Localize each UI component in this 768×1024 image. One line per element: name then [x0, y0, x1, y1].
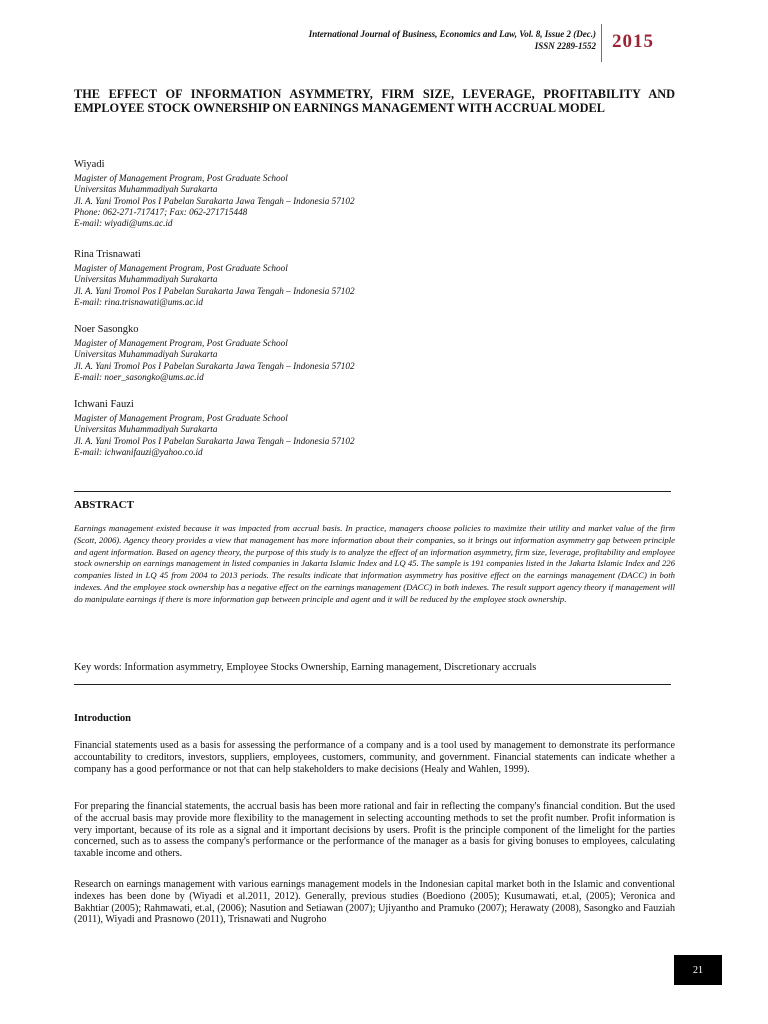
abstract-top-rule [74, 491, 671, 492]
author-email: E-mail: noer_sasongko@ums.ac.id [74, 371, 204, 382]
introduction-paragraph: Financial statements used as a basis for assessing the performance of a company and is a tool used by management to demonstrate its performance accountability to creditors, investors, suppliers, employees, customers, community, and government. Financial statements can indicate whether a company has a good performance or not that can help stakeholders to make decisions (Healy and Wahlen, 1999). [74, 740, 675, 775]
keywords: Key words: Information asymmetry, Employee Stocks Ownership, Earning management, Discretionary accruals [74, 662, 537, 673]
introduction-paragraph: For preparing the financial statements, the accrual basis has been more rational and fair in reflecting the company's financial condition. But the used of the accrual basis may provide more flexibility to the management in selecting accounting methods to set the profit number. Profit information is very important, because of its role as a signal and it important decisions by users. Profit is the principle component of the limelight for the parties concerned, such as to assess the company's performance or the performance of the manager as a basis for giving bonuses to employees, calculating taxable income and others. [74, 801, 675, 860]
author-university: Universitas Muhammadiyah Surakarta [74, 424, 218, 435]
author-name: Ichwani Fauzi [74, 399, 134, 410]
abstract-heading: ABSTRACT [74, 499, 134, 511]
author-program: Magister of Management Program, Post Graduate School [74, 263, 288, 273]
journal-citation: International Journal of Business, Economics and Law, Vol. 8, Issue 2 (Dec.) [308, 29, 596, 39]
abstract-text: Earnings management existed because it was impacted from accrual basis. In practice, managers choose policies to maximize their utility and market value of the firm (Scott, 2006). Agency theory provides a view that management has more information about their companies, so it brings out information asymmetry gap between principle and agent information. Based on agency theory, the purpose of this study is to analyze the effect of an information asymmetry, firm size, leverage, profitability and employee stock ownership on earnings management in listed companies in Jakarta Islamic Index and LQ 45. The sample is 191 companies listed in the Jakarta Islamic Index and 226 companies listed in LQ 45 from 2004 to 2013 periods. The results indicate that information asymmetry has positive effect on the earnings management (DACC) in both indexes. And the employee stock ownership has a negative effect on the earnings management (DACC) in both indexes. The result support agency theory if management will do manipulate earnings if there is more information gap between principle and agent and it will be reduced by the employee stock ownership. [74, 523, 675, 604]
author-address: Jl. A. Yani Tromol Pos I Pabelan Surakarta Jawa Tengah – Indonesia 57102 [74, 285, 355, 296]
author-program: Magister of Management Program, Post Graduate School [74, 338, 288, 348]
author-program: Magister of Management Program, Post Graduate School [74, 413, 288, 423]
journal-year: 2015 [612, 31, 654, 52]
author-email: E-mail: wiyadi@ums.ac.id [74, 218, 173, 229]
introduction-heading: Introduction [74, 713, 131, 724]
author-name: Wiyadi [74, 159, 105, 170]
author-university: Universitas Muhammadiyah Surakarta [74, 274, 218, 285]
introduction-paragraph: Research on earnings management with various earnings management models in the Indonesian capital market both in the Islamic and conventional indexes has been done by (Wiyadi et al.2011, 2012). Generally, previous studies (Boediono (2005); Kusumawati, et.al, (2005); Veronica and Bakhtiar (2005); Rahmawati, et.al, (2006); Nasution and Setiawan (2007); Ujiyantho and Pramuko (2007); Herawaty (2008), Sasongko and Fauziah (2011), Wiyadi and Prasnowo (2011), Trisnawati and Nugroho [74, 879, 675, 926]
author-address: Jl. A. Yani Tromol Pos I Pabelan Surakarta Jawa Tengah – Indonesia 57102 [74, 195, 355, 206]
paper-title: THE EFFECT OF INFORMATION ASYMMETRY, FIRM SIZE, LEVERAGE, PROFITABILITY AND EMPLOYEE STOCK OWNERSHIP ON EARNINGS MANAGEMENT WITH ACCRUAL MODEL [74, 87, 675, 115]
page-number: 21 [674, 955, 722, 985]
author-email: E-mail: rina.trisnawati@ums.ac.id [74, 296, 203, 307]
journal-header [309, 28, 596, 52]
author-address: Jl. A. Yani Tromol Pos I Pabelan Surakarta Jawa Tengah – Indonesia 57102 [74, 435, 355, 446]
journal-issn: ISSN 2289-1552 [534, 41, 596, 51]
author-name: Rina Trisnawati [74, 249, 141, 260]
author-block-rina-trisnawati [74, 248, 634, 308]
author-block-noer-sasongko [74, 323, 634, 383]
author-block-ichwani-fauzi [74, 398, 634, 458]
abstract-bottom-rule [74, 684, 671, 685]
author-phone: Phone: 062-271-717417; Fax: 062-271715448 [74, 206, 248, 217]
author-address: Jl. A. Yani Tromol Pos I Pabelan Surakarta Jawa Tengah – Indonesia 57102 [74, 360, 355, 371]
author-university: Universitas Muhammadiyah Surakarta [74, 184, 218, 195]
author-email: E-mail: ichwanifauzi@yahoo.co.id [74, 446, 203, 457]
author-program: Magister of Management Program, Post Graduate School [74, 173, 288, 183]
header-divider [601, 24, 602, 62]
author-block-wiyadi [74, 158, 634, 229]
author-name: Noer Sasongko [74, 324, 139, 335]
author-university: Universitas Muhammadiyah Surakarta [74, 349, 218, 360]
